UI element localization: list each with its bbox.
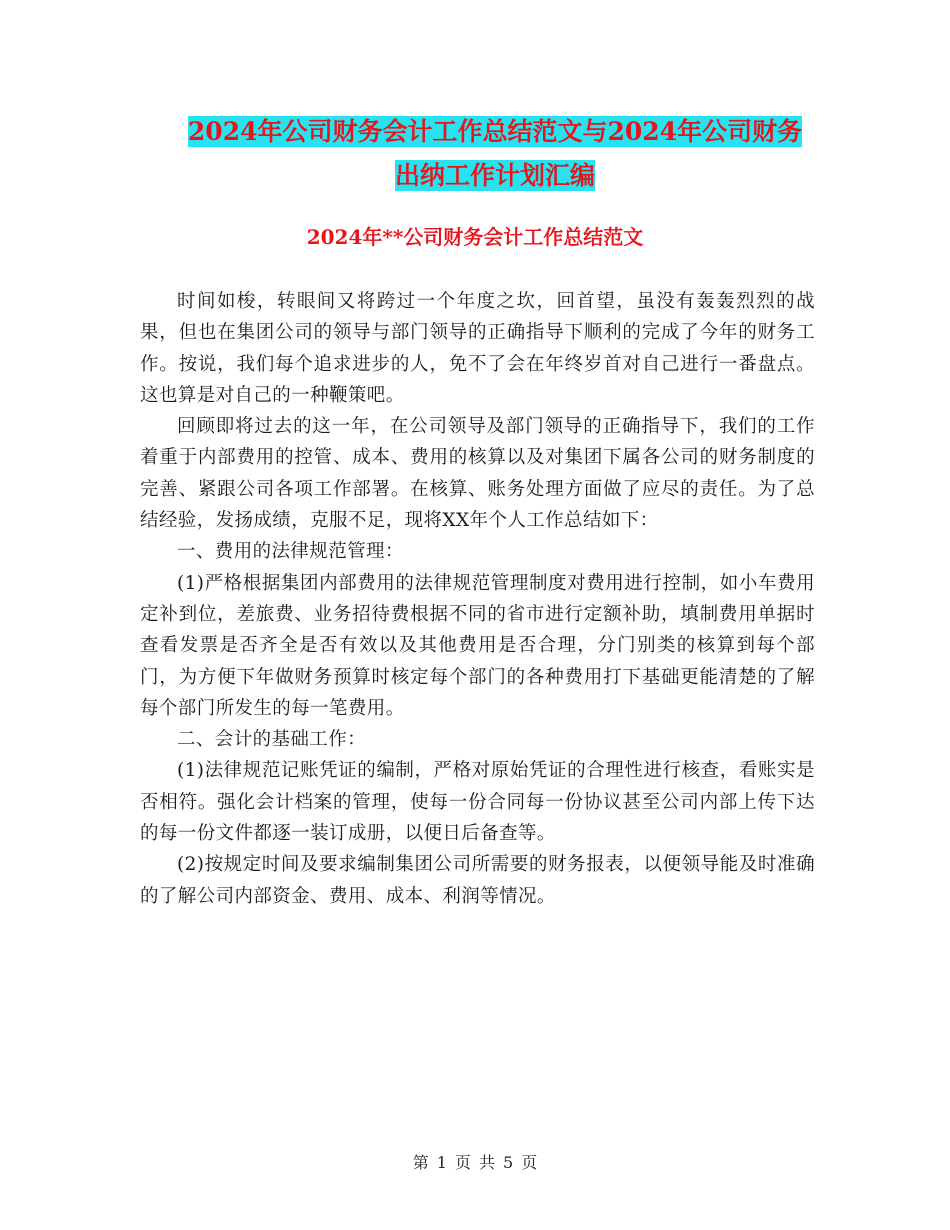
- footer-label-total: 共: [479, 1153, 496, 1172]
- footer-label-page: 第: [412, 1153, 429, 1172]
- section-heading: 一、费用的法律规范管理：: [177, 541, 404, 563]
- paragraph: (2)按规定时间及要求编制集团公司所需要的财务报表，以便领导能及时准确的了解公司内部资金、费用、成本、利润等情况。: [140, 854, 815, 907]
- footer-current-page: 1: [436, 1153, 447, 1172]
- paragraph: 时间如梭，转眼间又将跨过一个年度之坎，回首望，虽没有轰轰烈烈的战果，但也在集团公司的领导与部门领导的正确指导下顺利的完成了今年的财务工作。按说，我们每个追求进步的人，免不了会在年终岁首对自己进行一番盘点。这也算是对自己的一种鞭策吧。: [140, 291, 815, 406]
- document-title: [140, 110, 850, 198]
- paragraph: (1)严格根据集团内部费用的法律规范管理制度对费用进行控制，如小车费用定补到位，差旅费、业务招待费根据不同的省市进行定额补助，填制费用单据时查看发票是否齐全是否有效以及其他费用是否合理，分门别类的核算到每个部门，为方便下年做财务预算时核定每个部门的各种费用打下基础更能清楚的了解每个部门所发生的每一笔费用。: [140, 572, 815, 719]
- section-heading: 二、会计的基础工作：: [177, 729, 367, 751]
- section-subtitle: 2024年**公司财务会计工作总结范文: [306, 225, 644, 249]
- page-footer: [0, 1150, 950, 1173]
- title-line-1: 2024年公司财务会计工作总结范文与2024年公司财务: [187, 117, 803, 146]
- footer-label-page-unit: 页: [454, 1153, 471, 1172]
- title-line-2: 出纳工作计划汇编: [394, 161, 595, 190]
- paragraph: (1)法律规范记账凭证的编制，严格对原始凭证的合理性进行核查，看账实是否相符。强化会计档案的管理，使每一份合同每一份协议甚至公司内部上传下达的每一份文件都逐一装订成册，以便日后备查等。: [140, 760, 815, 845]
- footer-total-pages: 5: [503, 1153, 514, 1172]
- paragraph: 回顾即将过去的这一年，在公司领导及部门领导的正确指导下，我们的工作着重于内部费用的控管、成本、费用的核算以及对集团下属各公司的财务制度的完善、紧跟公司各项工作部署。在核算、账务处理方面做了应尽的责任。为了总结经验，发扬成绩，克服不足，现将XX年个人工作总结如下：: [140, 416, 815, 532]
- footer-label-total-unit: 页: [521, 1153, 538, 1172]
- document-body: [140, 286, 815, 912]
